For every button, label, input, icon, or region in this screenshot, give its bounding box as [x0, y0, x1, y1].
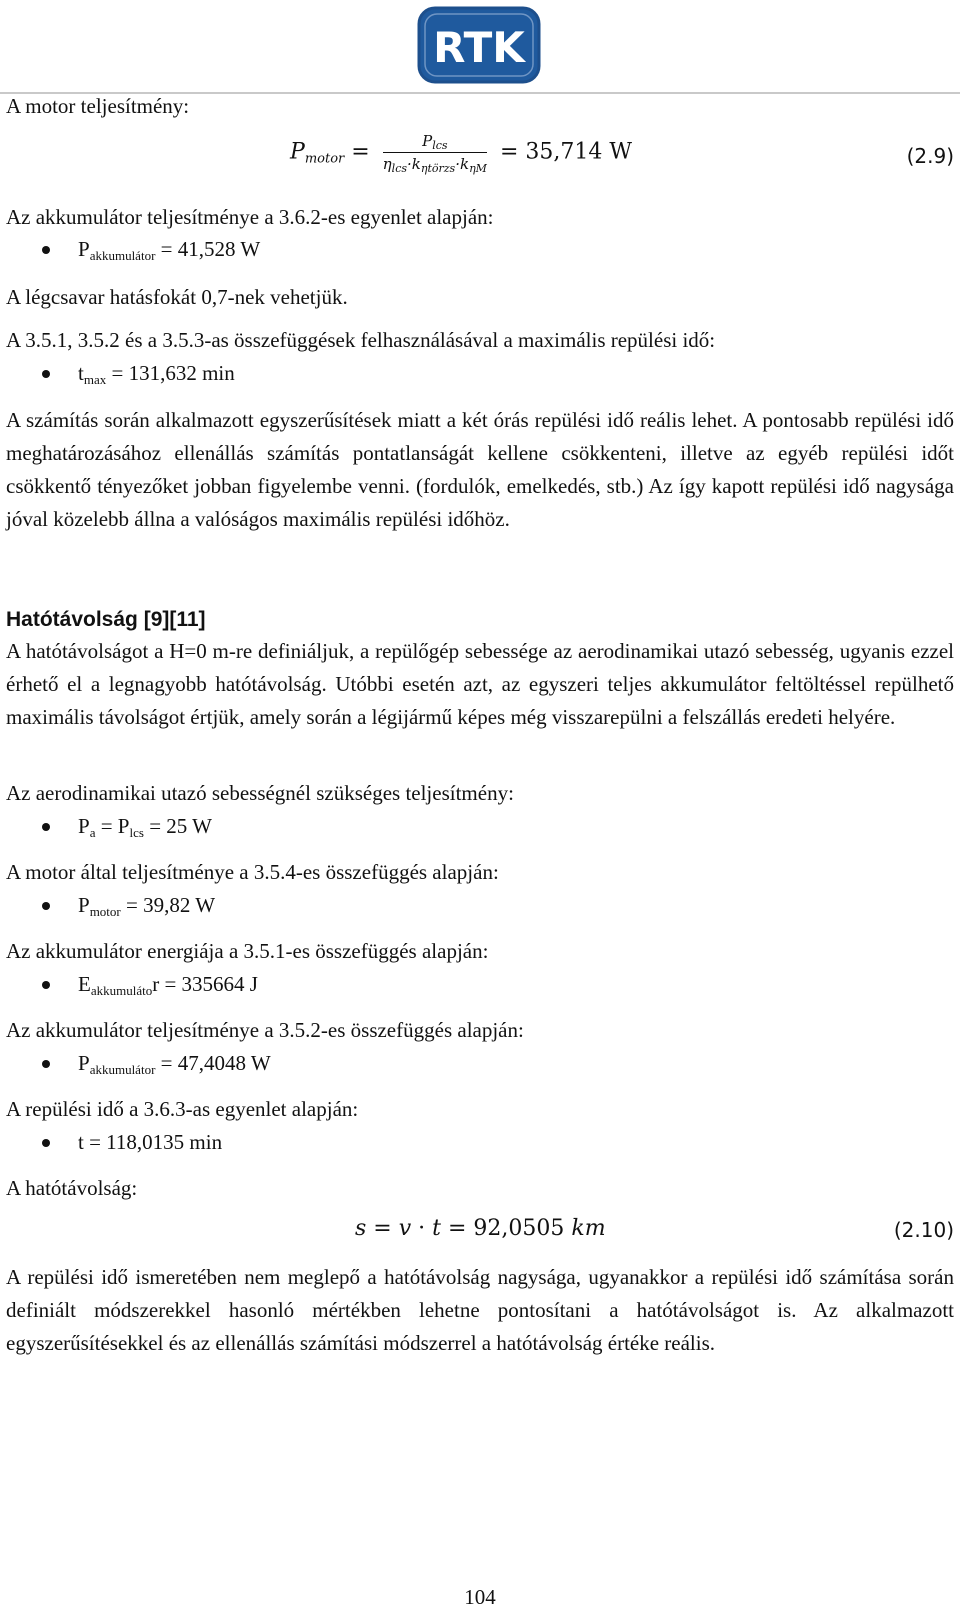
motor-power-intro: A motor által teljesítménye a 3.5.4-es összefüggés alapján: — [6, 860, 499, 884]
eq-den-eta: η — [382, 155, 392, 173]
max-time-intro: A 3.5.1, 3.5.2 és a 3.5.3-as összefüggések felhasználásával a maximális repülési idő: — [6, 328, 716, 352]
aero-power-intro: Az aerodinamikai utazó sebességnél szükséges teljesítmény: — [6, 781, 514, 805]
equation-number-2-9: (2.9) — [906, 144, 954, 168]
eq-den-eta-sub: lcs — [391, 162, 407, 175]
eq-den-k1: k — [411, 155, 421, 173]
eq-rhs: = 35,714 W — [499, 139, 632, 165]
section-heading: Hatótávolság [9][11] — [6, 608, 206, 631]
range-label: A hatótávolság: — [6, 1176, 138, 1200]
propeller-efficiency-text: A légcsavar hatásfokát 0,7-nek vehetjük. — [6, 285, 348, 309]
paragraph-simplifications: A számítás során alkalmazott egyszerűsítések miatt a két órás repülési idő reális lehet. A pontosabb repülési idő meghatározásához ellenállás számítás pontatlanságát kellene csökkenteni, illetve az egyéb repülési időt csökkentő tényezőket jobban figyelembe venni. (fordulók, emelkedés, stb.) Az így kapott repülési idő nagysága jóval közelebb állna a valóságos maximális repülési időhöz. — [6, 408, 954, 531]
paragraph-range-definition: A hatótávolságot a H=0 m-re definiáljuk, a repülőgép sebessége az aerodinamikai utazó sebesség, ugyanis ezzel érhető el a legnagyobb hatótávolság. Utóbbi esetén azt, az egyszeri teljes akkumulátor feltöltéssel repülhető maximális távolságot értjük, amely során a légijármű képes még visszarepülni a felszállás eredeti helyére. — [6, 639, 954, 729]
equation-2-10: s = v · t = 92,0505 km — [355, 1216, 606, 1241]
paragraph-conclusion: A repülési idő ismeretében nem meglepő a hatótávolság nagysága, ugyanakkor a repülési idő számítása során definiált módszerekkel hasonló mértékben lehetne pontosítani a hatótávolságot is. Az alkalmazott egyszerűsítésekkel és az ellenállás számítási módszerrel a hatótávolság értéke reális. — [6, 1265, 954, 1355]
logo-text: RTK — [433, 23, 525, 72]
flight-time-intro: A repülési idő a 3.6.3-as egyenlet alapján: — [6, 1097, 359, 1121]
eq-den-k2-sub: ηM — [469, 162, 487, 175]
page-number: 104 — [464, 1585, 496, 1609]
bullet-dot — [42, 1060, 50, 1068]
bullet-dot — [42, 246, 50, 254]
bullet-dot — [42, 823, 50, 831]
eq-num-sub: lcs — [432, 139, 448, 152]
eq-den-k1-sub: ηtörzs — [420, 162, 456, 175]
eq-lhs-sub: motor — [304, 151, 345, 167]
bullet-dot — [42, 1139, 50, 1147]
bullet-dot — [42, 370, 50, 378]
motor-power-label: A motor teljesítmény: — [6, 94, 190, 118]
equation-2-9: $P_{motor}$ = $\frac{P_{lcs}}{\eta_{lcs}\cdot k_{\eta törzs}\cdot k_{\eta M}}$ = 35,714 W — [290, 132, 632, 175]
accu-power-intro-2: Az akkumulátor teljesítménye a 3.5.2-es összefüggés alapján: — [6, 1018, 524, 1042]
eq-num: P — [422, 132, 433, 150]
eq-lhs: P — [290, 139, 305, 165]
bullet-dot — [42, 902, 50, 910]
accu-energy-intro: Az akkumulátor energiája a 3.5.1-es összefüggés alapján: — [6, 939, 489, 963]
equation-number-2-10: (2.10) — [893, 1218, 954, 1242]
bullet-dot — [42, 981, 50, 989]
eq-den-k2: k — [460, 155, 470, 173]
eq-fraction: $\frac{P_{lcs}}{\eta_{lcs}\cdot k_{\eta törzs}\cdot k_{\eta M}}$ — [382, 132, 487, 175]
accu-power-intro: Az akkumulátor teljesítménye a 3.6.2-es egyenlet alapján: — [6, 205, 494, 229]
rtk-logo — [417, 6, 541, 84]
